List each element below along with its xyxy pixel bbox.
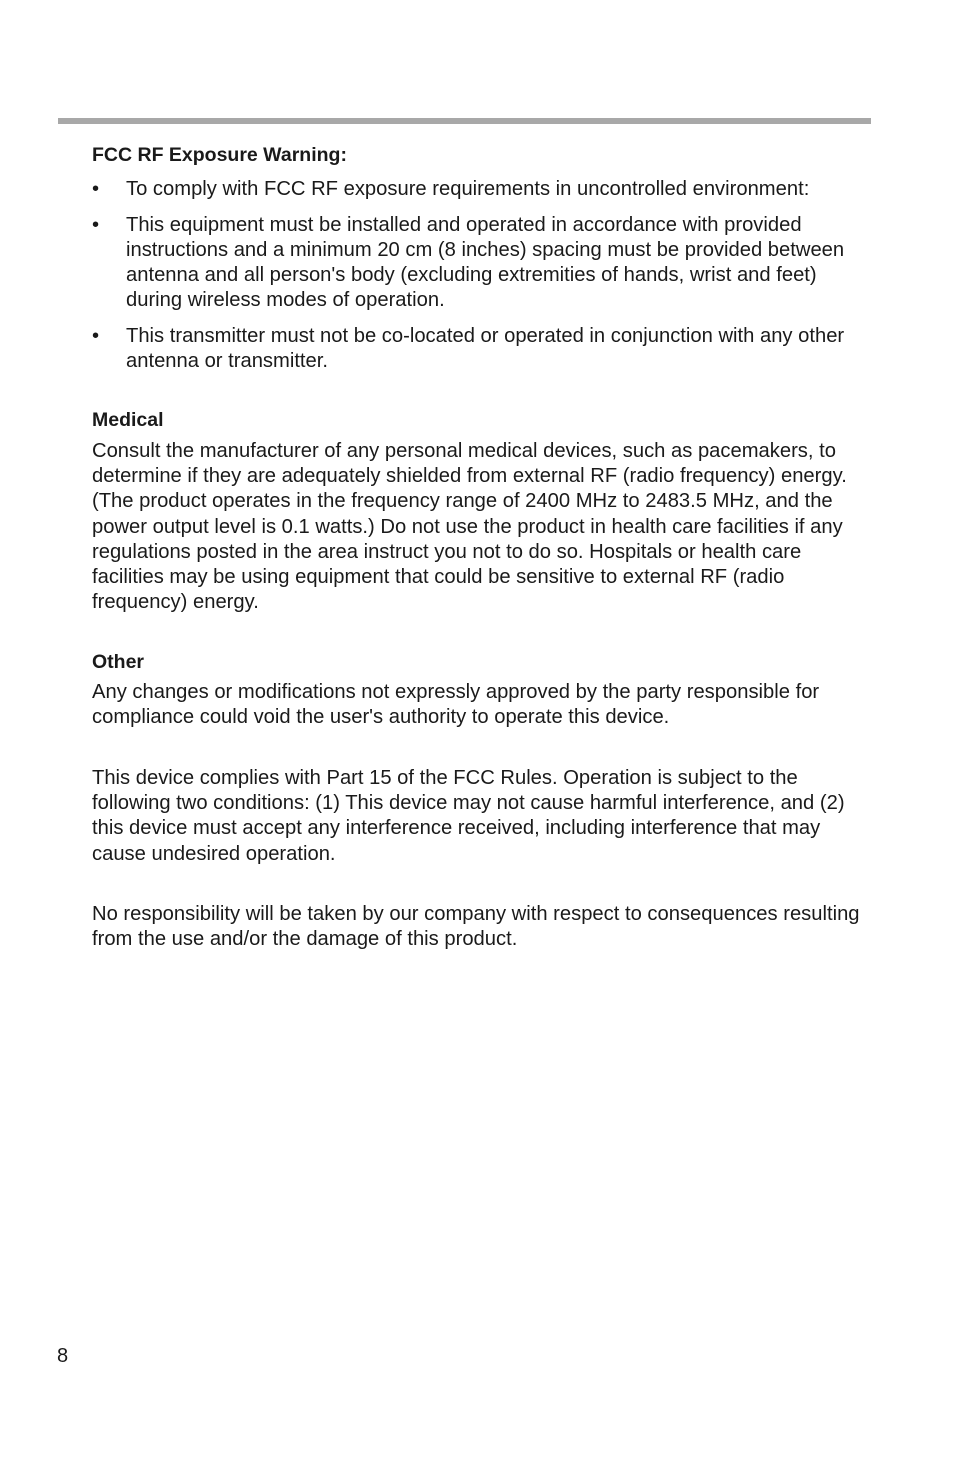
part15-paragraph: This device complies with Part 15 of the FCC Rules. Operation is subject to the following two conditions: (1) This device may not cause harmful interference, and (2) this device must accept any interference received, including interference that may cause undesired operation. <box>92 766 845 865</box>
bullet-icon: • <box>92 213 100 236</box>
page-content <box>92 143 872 952</box>
responsibility-paragraph: No responsibility will be taken by our company with respect to consequences resulting from the use and/or the damage of this product. <box>92 902 860 951</box>
list-item-text: To comply with FCC RF exposure requirements in uncontrolled environment: <box>126 178 810 201</box>
bullet-icon: • <box>92 324 100 347</box>
fcc-bullet-list <box>92 177 872 374</box>
list-item <box>92 213 872 314</box>
top-divider <box>58 118 871 124</box>
list-item-text: This transmitter must not be co-located or operated in conjunction with any other antenna or transmitter. <box>126 324 845 373</box>
list-item <box>92 177 872 202</box>
medical-heading: Medical <box>92 409 164 432</box>
list-item <box>92 324 872 375</box>
list-item-text: This equipment must be installed and operated in accordance with provided instructions and a minimum 20 cm (8 inches) spacing must be provided between antenna and all person's body (excluding extremities of hands, wrist and feet) during wireless modes of operation. <box>126 213 845 312</box>
fcc-rf-heading: FCC RF Exposure Warning: <box>92 144 347 166</box>
bullet-icon: • <box>92 178 100 201</box>
page-number: 8 <box>57 1345 69 1367</box>
medical-paragraph: Consult the manufacturer of any personal medical devices, such as pacemakers, to determine if they are adequately shielded from external RF (radio frequency) energy. (The product operates in the frequency range of 2400 MHz to 2483.5 MHz, and the power output level is 0.1 watts.) Do not use the product in health care facilities if any regulations posted in the area instruct you not to do so. Hospitals or health care facilities may be using equipment that could be sensitive to external RF (radio frequency) energy. <box>92 439 847 614</box>
modifications-paragraph: Any changes or modifications not expressly approved by the party responsible for compliance could void the user's authority to operate this device. <box>92 681 820 729</box>
other-heading: Other <box>92 650 145 673</box>
